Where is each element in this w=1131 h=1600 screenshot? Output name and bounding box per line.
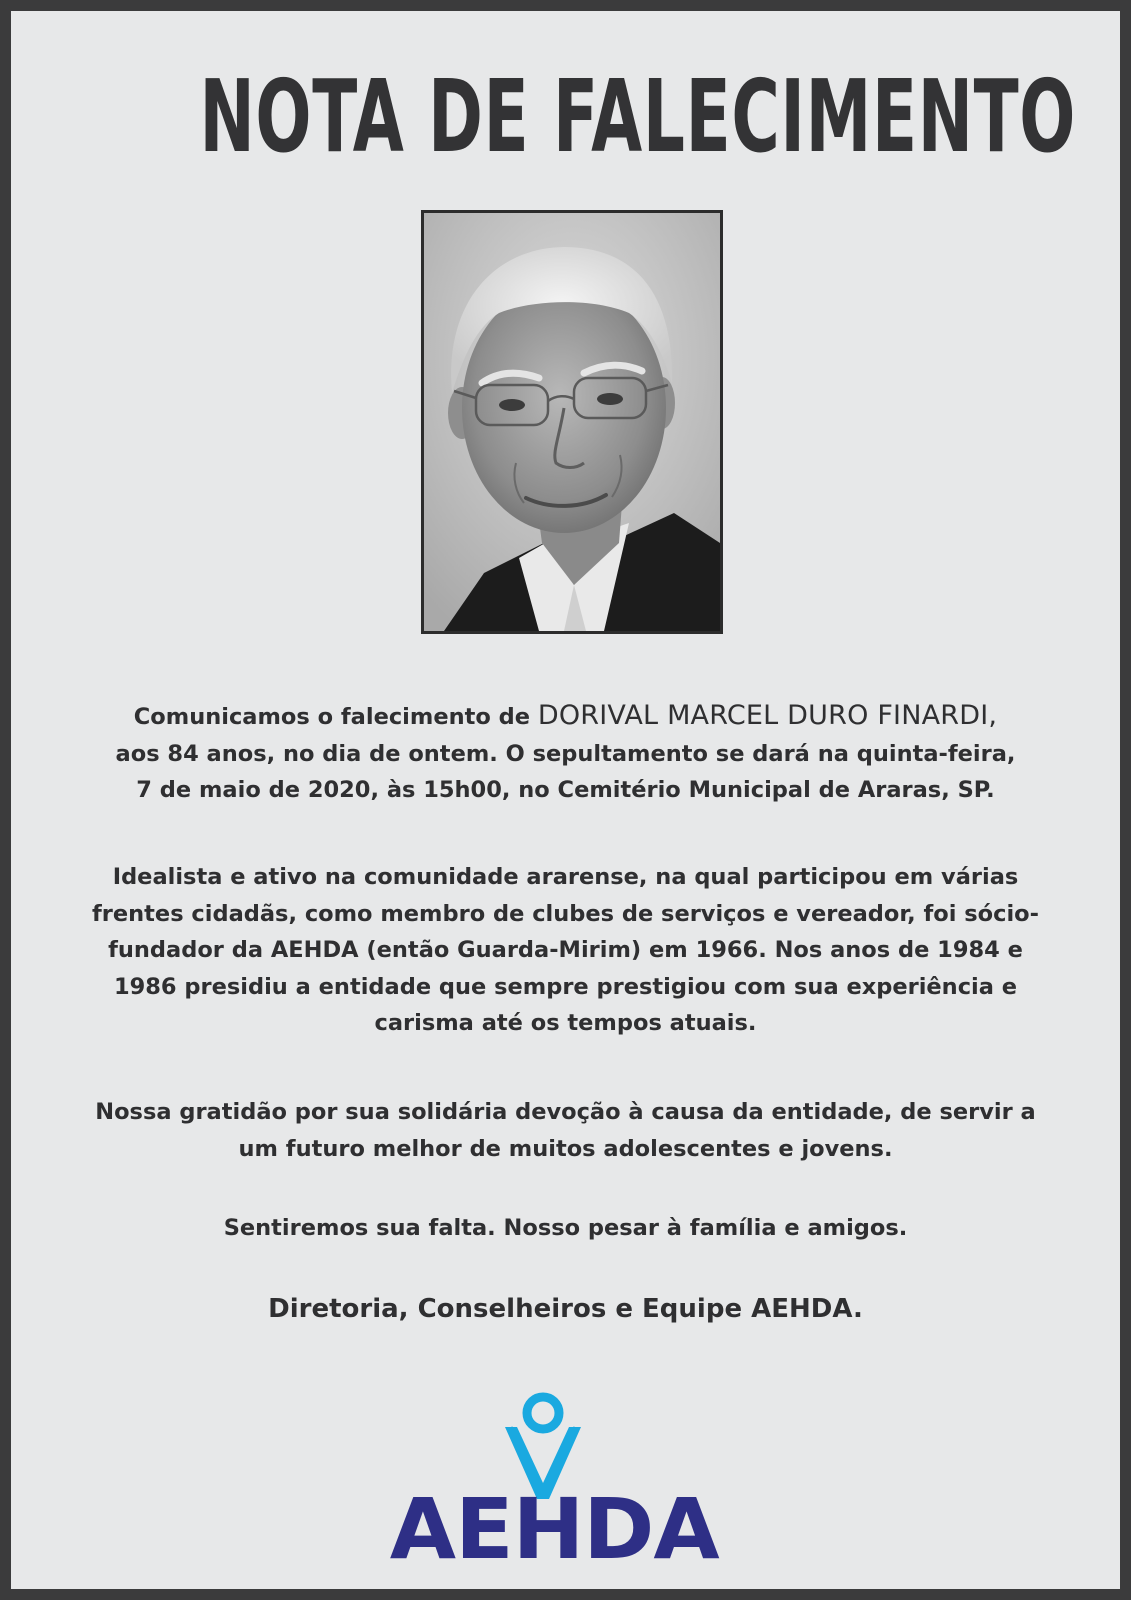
biography-line: fundador da AEHDA (então Guarda-Mirim) em 1966. Nos anos de 1984 e — [108, 937, 1023, 963]
portrait-illustration — [424, 213, 720, 631]
biography-line: 1986 presidiu a entidade que sempre prestigiou com sua experiência e — [113, 973, 1018, 1000]
condolence-paragraph — [71, 1210, 1060, 1247]
name-comma: , — [988, 700, 998, 731]
gratitude-paragraph — [71, 1094, 1060, 1167]
announcement-intro-text: Comunicamos o falecimento de — [133, 704, 538, 730]
biography-line: frentes cidadãs, como membro de clubes de serviços e vereador, foi sócio- — [92, 900, 1039, 927]
signature — [71, 1290, 1060, 1328]
portrait-photo — [421, 210, 723, 634]
gratitude-line: Nossa gratidão por sua solidária devoção à causa da entidade, de servir a — [95, 1099, 1036, 1125]
deceased-name: DORIVAL MARCEL DURO FINARDI — [537, 700, 989, 731]
aehda-logo-text: AEHDA — [389, 1480, 719, 1578]
biography-paragraph — [71, 859, 1060, 1042]
condolence-line: Sentiremos sua falta. Nosso pesar à família e amigos. — [223, 1215, 908, 1241]
biography-line: carisma até os tempos atuais. — [374, 1010, 757, 1036]
signature-line: Diretoria, Conselheiros e Equipe AEHDA. — [268, 1294, 863, 1324]
notice-title: NOTA DE FALECIMENTO — [199, 58, 1077, 175]
gratitude-line: um futuro melhor de muitos adolescentes e jovens. — [238, 1135, 893, 1162]
announcement-line-1 — [71, 698, 1060, 736]
announcement-paragraph — [71, 698, 1060, 809]
announcement-line-2: aos 84 anos, no dia de ontem. O sepultamento se dará na quinta-feira, — [115, 740, 1016, 767]
biography-line: Idealista e ativo na comunidade ararense, na qual participou em várias — [112, 864, 1019, 890]
aehda-logo — [389, 1391, 719, 1578]
announcement-line-3: 7 de maio de 2020, às 15h00, no Cemitério Municipal de Araras, SP. — [136, 777, 995, 803]
